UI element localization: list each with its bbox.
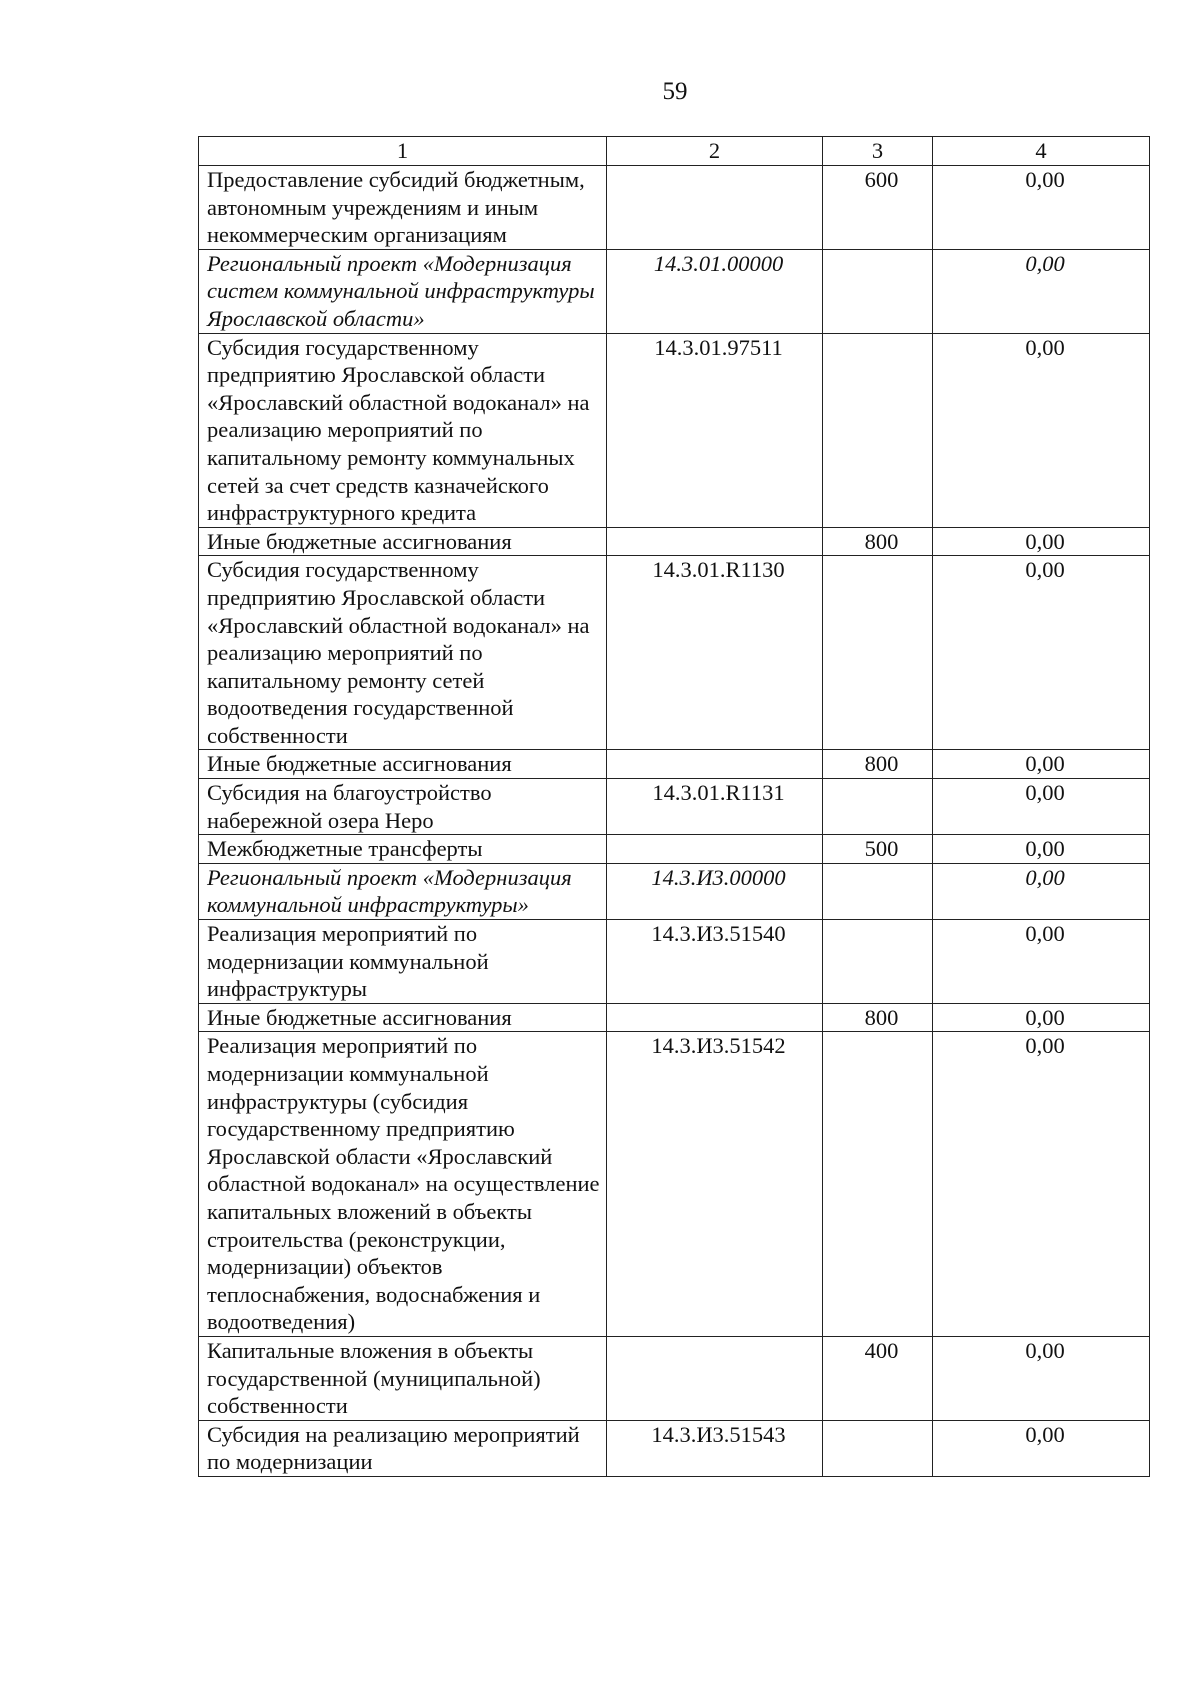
row-expense-type: 600 — [823, 166, 933, 250]
row-amount: 0,00 — [933, 835, 1150, 864]
row-name: Реализация мероприятий по модернизации коммунальной инфраструктуры (субсидия государственному предприятию Ярославской области «Ярославский областной водоканал» на осуществление капитальных вложений в объекты строительства (реконструкции, модернизации) объектов теплоснабжения, водоснабжения и водоотведения) — [199, 1032, 607, 1337]
row-amount: 0,00 — [933, 1003, 1150, 1032]
row-code: 14.3.И3.51542 — [607, 1032, 823, 1337]
row-code: 14.3.И3.51540 — [607, 920, 823, 1004]
row-expense-type: 400 — [823, 1336, 933, 1420]
table-row — [199, 1336, 1150, 1420]
row-amount: 0,00 — [933, 333, 1150, 527]
row-amount: 0,00 — [933, 249, 1150, 333]
row-amount: 0,00 — [933, 1336, 1150, 1420]
row-name: Субсидия государственному предприятию Ярославской области «Ярославский областной водоканал» на реализацию мероприятий по капитальному ремонту сетей водоотведения государственной собственности — [199, 556, 607, 750]
row-code — [607, 1003, 823, 1032]
row-code — [607, 835, 823, 864]
row-name: Региональный проект «Модернизация коммунальной инфраструктуры» — [199, 863, 607, 919]
row-amount: 0,00 — [933, 1420, 1150, 1476]
row-code — [607, 527, 823, 556]
page-number: 59 — [662, 78, 688, 105]
table-row — [199, 920, 1150, 1004]
row-expense-type: 800 — [823, 1003, 933, 1032]
table-row — [199, 835, 1150, 864]
table-row — [199, 249, 1150, 333]
row-name: Субсидия на благоустройство набережной озера Неро — [199, 779, 607, 835]
table-row — [199, 166, 1150, 250]
row-expense-type — [823, 920, 933, 1004]
row-code: 14.3.01.R1130 — [607, 556, 823, 750]
row-code: 14.3.01.97511 — [607, 333, 823, 527]
row-expense-type — [823, 1032, 933, 1337]
table-row — [199, 1420, 1150, 1476]
row-amount: 0,00 — [933, 920, 1150, 1004]
row-expense-type — [823, 863, 933, 919]
table-row — [199, 750, 1150, 779]
row-name: Иные бюджетные ассигнования — [199, 1003, 607, 1032]
column-header: 3 — [823, 137, 933, 166]
column-header: 1 — [199, 137, 607, 166]
row-amount: 0,00 — [933, 1032, 1150, 1337]
row-name: Иные бюджетные ассигнования — [199, 527, 607, 556]
table-row — [199, 1032, 1150, 1337]
table-row — [199, 556, 1150, 750]
row-amount: 0,00 — [933, 166, 1150, 250]
row-code: 14.3.И3.51543 — [607, 1420, 823, 1476]
row-code — [607, 166, 823, 250]
row-amount: 0,00 — [933, 527, 1150, 556]
row-expense-type — [823, 1420, 933, 1476]
row-amount: 0,00 — [933, 556, 1150, 750]
column-header: 2 — [607, 137, 823, 166]
row-name: Региональный проект «Модернизация систем коммунальной инфраструктуры Ярославской области» — [199, 249, 607, 333]
row-expense-type — [823, 779, 933, 835]
row-expense-type — [823, 249, 933, 333]
budget-table — [198, 136, 1150, 1477]
table-row — [199, 863, 1150, 919]
row-expense-type: 500 — [823, 835, 933, 864]
row-name: Межбюджетные трансферты — [199, 835, 607, 864]
row-amount: 0,00 — [933, 863, 1150, 919]
row-expense-type — [823, 556, 933, 750]
row-code: 14.3.01.00000 — [607, 249, 823, 333]
table-row — [199, 1003, 1150, 1032]
row-name: Субсидия государственному предприятию Ярославской области «Ярославский областной водоканал» на реализацию мероприятий по капитальному ремонту коммунальных сетей за счет средств казначейского инфраструктурного кредита — [199, 333, 607, 527]
row-name: Субсидия на реализацию мероприятий по модернизации — [199, 1420, 607, 1476]
row-expense-type: 800 — [823, 527, 933, 556]
row-name: Предоставление субсидий бюджетным, автономным учреждениям и иным некоммерческим организациям — [199, 166, 607, 250]
table-row — [199, 333, 1150, 527]
row-code: 14.3.01.R1131 — [607, 779, 823, 835]
column-header: 4 — [933, 137, 1150, 166]
row-expense-type: 800 — [823, 750, 933, 779]
row-name: Реализация мероприятий по модернизации коммунальной инфраструктуры — [199, 920, 607, 1004]
row-amount: 0,00 — [933, 750, 1150, 779]
row-name: Иные бюджетные ассигнования — [199, 750, 607, 779]
row-code: 14.3.И3.00000 — [607, 863, 823, 919]
row-amount: 0,00 — [933, 779, 1150, 835]
row-code — [607, 750, 823, 779]
table-header-row — [199, 137, 1150, 166]
table-row — [199, 779, 1150, 835]
row-code — [607, 1336, 823, 1420]
table-row — [199, 527, 1150, 556]
row-name: Капитальные вложения в объекты государственной (муниципальной) собственности — [199, 1336, 607, 1420]
row-expense-type — [823, 333, 933, 527]
